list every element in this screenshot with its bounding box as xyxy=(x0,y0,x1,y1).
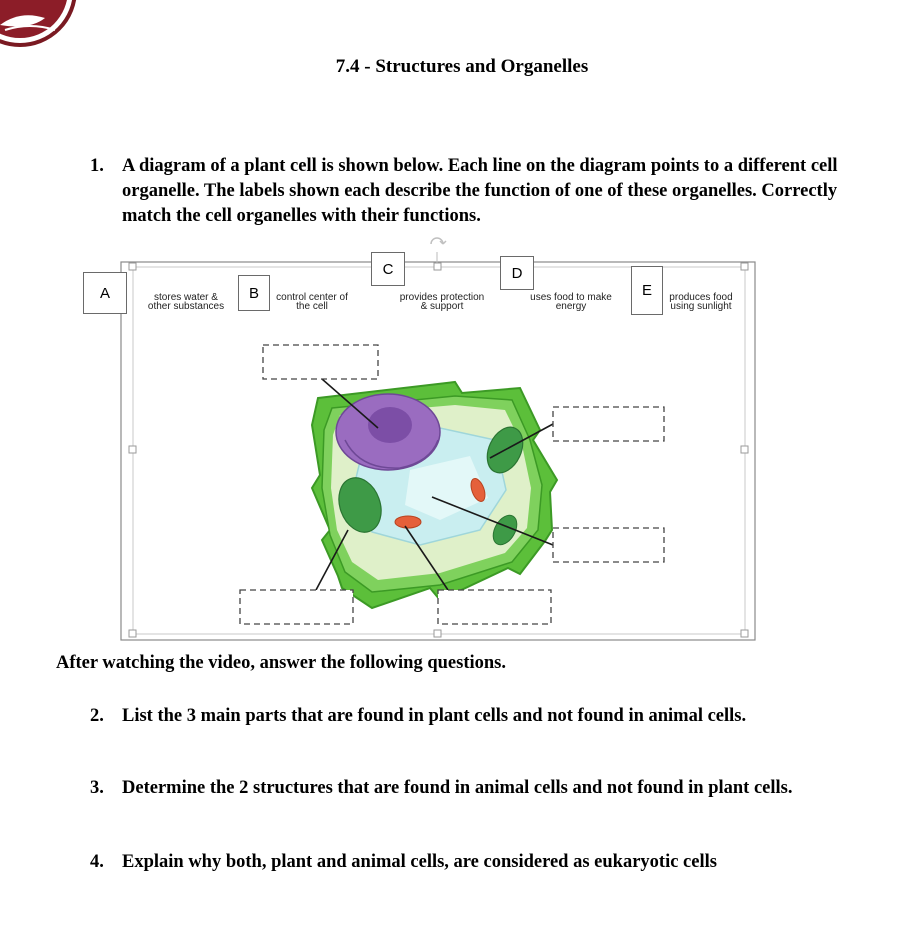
question-text: Determine the 2 structures that are found in animal cells and not found in plant cells. xyxy=(122,778,793,798)
function-label-energy: uses food to make energy xyxy=(530,292,612,312)
plant-cell-illustration xyxy=(312,382,557,608)
letter-box-d[interactable]: D xyxy=(500,256,534,290)
letter-box-a[interactable]: A xyxy=(83,272,127,314)
letter-box-e[interactable]: E xyxy=(631,266,663,315)
answer-box-chloroplast xyxy=(553,407,664,441)
mitochondria xyxy=(395,516,421,528)
letter-box-c[interactable]: C xyxy=(371,252,405,286)
question-number: 1. xyxy=(90,156,104,176)
answer-box-cell-wall xyxy=(240,590,353,624)
question-text: A diagram of a plant cell is shown below. Each line on the diagram points to a different cell organelle. The labels shown each describe the function of one of these organelles. Correctly match the cell organelles with their functions. xyxy=(122,156,838,226)
question-text: List the 3 main parts that are found in plant cells and not found in animal cells. xyxy=(122,706,747,726)
page-title: 7.4 - Structures and Organelles xyxy=(335,56,589,77)
question-number: 2. xyxy=(90,706,104,726)
question-4 xyxy=(90,850,880,875)
question-2 xyxy=(90,704,880,729)
function-label-stores-water: stores water & other substances xyxy=(147,292,225,312)
answer-box-vacuole xyxy=(553,528,664,562)
answer-box-mitochondria xyxy=(438,590,551,624)
question-number: 3. xyxy=(90,778,104,798)
after-video-instruction: After watching the video, answer the following questions. xyxy=(56,653,506,673)
question-text: Explain why both, plant and animal cells, are considered as eukaryotic cells xyxy=(122,852,717,872)
function-label-control-center: control center of the cell xyxy=(276,292,348,312)
question-number: 4. xyxy=(90,852,104,872)
rotate-handle-icon xyxy=(431,238,446,244)
answer-box-nucleus xyxy=(263,345,378,379)
function-label-protection: provides protection & support xyxy=(399,292,485,312)
question-3 xyxy=(90,776,870,801)
letter-box-b[interactable]: B xyxy=(238,275,270,311)
function-label-produces-food: produces food using sunlight xyxy=(669,292,733,312)
